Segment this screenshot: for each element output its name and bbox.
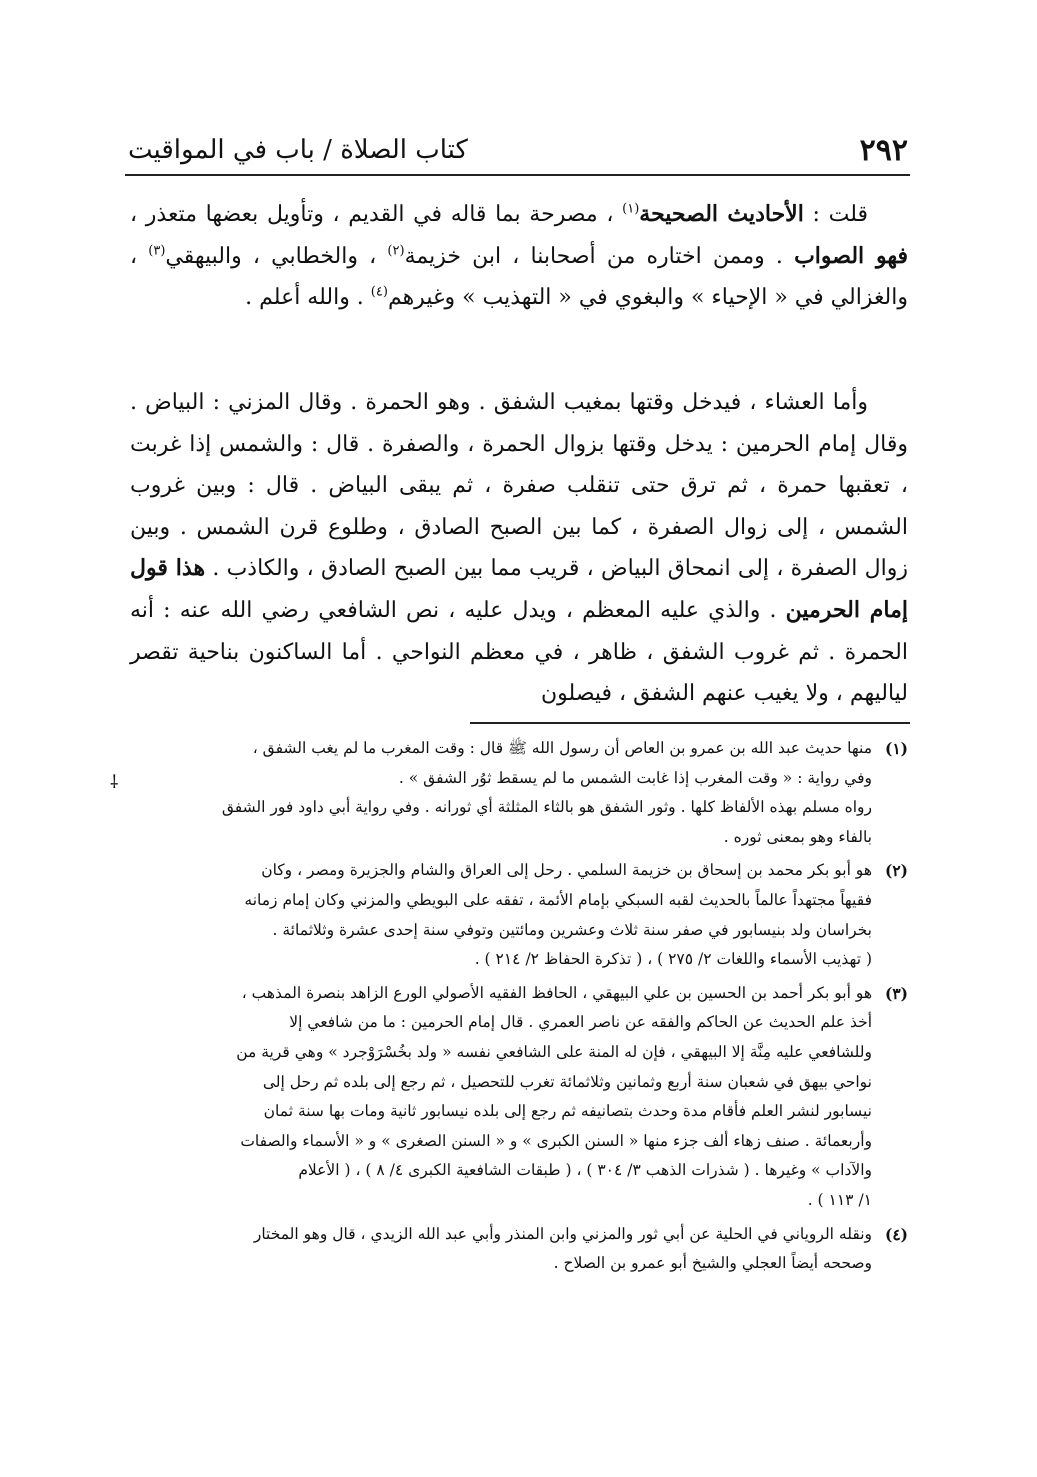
text-run: ، مصرحة بما قاله في القديم ، وتأويل بعضها متعذر ، <box>130 202 623 227</box>
footnote-number: (٣) <box>884 983 908 1003</box>
text-run: ، والغزالي في « الإحياء » والبغوي في « التهذيب » وغيرهم <box>130 243 908 311</box>
paragraph-2 <box>130 382 908 715</box>
footnote-line: نيسابور لنشر العلم فأقام مدة وحدث بتصانيفه ثم رجع إلى بلده نيسابور ثانية ومات بها سنة ثمان <box>263 1102 872 1121</box>
footnote-line: ونقله الروياني في الحلية عن أبي ثور والمزني وابن المنذر وأبي عبد الله الزيدي ، قال وهو المختار <box>253 1224 872 1243</box>
footnote-line: وأربعمائة . صنف زهاء ألف جزء منها « السنن الكبرى » و « السنن الصغرى » و « الأسماء والصفات <box>240 1131 872 1150</box>
text-run: . والذي عليه المعظم ، ويدل عليه ، نص الشافعي رضي الله عنه : أنه الحمرة . ثم غروب الشفق ، ظاهر ، في معظم النواحي . أما الساكنون بناحية تقصر لياليهم ، ولا يغيب عنهم الشفق ، فيصلون <box>130 597 908 707</box>
footnote-1 <box>130 734 908 852</box>
footnote-ref-3: (٣) <box>148 243 166 259</box>
footnote-line: بخراسان ولد بنيسابور في صفر سنة ثلاث وعشرين ومائتين وتوفي سنة إحدى عشرة وثلاثمائة . <box>272 920 872 939</box>
footnote-body <box>130 734 872 852</box>
text-run: . والله أعلم . <box>245 285 371 311</box>
running-title: كتاب الصلاة / باب في المواقيت <box>128 135 468 165</box>
footnote-line: ( تهذيب الأسماء واللغات ٢/ ٢٧٥ ) ، ( تذكرة الحفاظ ٢/ ٢١٤ ) . <box>474 950 872 969</box>
bold-run: هذا قول إمام الحرمين <box>130 555 908 623</box>
text-run: ، والخطابي ، والبيهقي <box>165 243 388 269</box>
footnote-line: ١/ ١١٣ ) . <box>807 1190 872 1209</box>
footnote-line: فقيهاً مجتهداً عالماً بالحديث لقبه السبكي بإمام الأئمة ، تفقه على البويطي والمزني وكان إمام زمانه <box>244 890 872 909</box>
footnote-line: رواه مسلم بهذه الألفاظ كلها . وثور الشفق هو بالثاء المثلثة أي ثورانه . وفي رواية أبي داود فور الشفق <box>221 798 872 817</box>
footnote-2 <box>130 856 908 974</box>
paragraph-1 <box>130 194 908 362</box>
footnote-ref-1: (١) <box>622 201 640 217</box>
footnote-line: بالفاء وهو بمعنى ثوره . <box>723 827 872 846</box>
footnote-number: (١) <box>884 739 908 758</box>
footnote-line: نواحي بيهق في شعبان سنة أربع وثمانين وثلاثمائة تغرب للتحصيل ، ثم رجع إلى بلده ثم رحل إلى <box>262 1072 872 1091</box>
footnote-line: منها حديث عبد الله بن عمرو بن العاص أن رسول الله ﷺ قال : وقت المغرب ما لم يغب الشفق ، <box>252 739 872 757</box>
footnote-body <box>130 856 872 974</box>
bold-run: الأحاديث الصحيحة <box>639 201 804 227</box>
footnote-4 <box>130 1220 908 1279</box>
footnotes <box>130 734 908 1283</box>
footnote-number: (٤) <box>884 1224 908 1244</box>
text-run: وأما العشاء ، فيدخل وقتها بمغيب الشفق . وهو الحمرة . وقال المزني : البياض . وقال إمام الحرمين : يدخل وقتها بزوال الحمرة ، والصفرة . قال : والشمس إذا غربت ، تعقبها حمرة ، ثم ترق حتى تنقلب صفرة ، ثم يبقى البياض . قال : وبين غروب الشمس ، إلى زوال الصفرة ، كما بين الصبح الصادق ، وطلوع قرن الشمس . وبين زوال الصفرة ، إلى انمحاق البياض ، قريب مما بين الصبح الصادق ، والكاذب . <box>130 390 908 582</box>
footnote-body <box>130 1220 872 1279</box>
footnote-line: والآداب » وغيرها . ( شذرات الذهب ٣/ ٣٠٤ ) ، ( طبقات الشافعية الكبرى ٤/ ٨ ) ، ( الأعلام <box>298 1161 872 1180</box>
footnote-body <box>130 979 872 1216</box>
footnote-line: هو أبو بكر محمد بن إسحاق بن خزيمة السلمي . رحل إلى العراق والشام والجزيرة ومصر ، وكان <box>261 861 872 880</box>
footnote-line: وللشافعي عليه مِنَّة إلا البيهقي ، فإن له المنة على الشافعي نفسه « ولد بخُسْرَوْجرد » وهي قرية من <box>236 1042 872 1061</box>
header-rule <box>125 174 910 176</box>
footnote-number: (٢) <box>884 861 908 881</box>
footnote-ref-2: (٢) <box>387 243 405 259</box>
margin-mark: ⸸ <box>110 772 119 793</box>
footnote-line: وفي رواية : « وقت المغرب إذا غابت الشمس ما لم يسقط ثوُر الشفق » . <box>398 768 872 787</box>
page-number: ٢٩٢ <box>859 132 908 168</box>
footnote-line: هو أبو بكر أحمد بن الحسين بن علي البيهقي ، الحافظ الفقيه الأصولي الورع الزاهد بنصرة المذهب ، <box>241 983 872 1002</box>
footnote-line: وصححه أيضاً العجلي والشيخ أبو عمرو بن الصلاح . <box>553 1254 872 1273</box>
footnote-separator <box>470 722 910 724</box>
text-run: قلت : <box>803 202 868 227</box>
bold-run: فهو الصواب <box>794 242 908 269</box>
page-header <box>128 128 908 172</box>
footnote-3 <box>130 979 908 1216</box>
text-run: . وممن اختاره من أصحابنا ، ابن خزيمة <box>404 243 795 269</box>
footnote-ref-4: (٤) <box>370 284 388 300</box>
main-text <box>130 194 908 715</box>
footnote-line: أخذ علم الحديث عن الحاكم والفقه عن ناصر العمري . قال إمام الحرمين : ما من شافعي إلا <box>289 1013 872 1032</box>
